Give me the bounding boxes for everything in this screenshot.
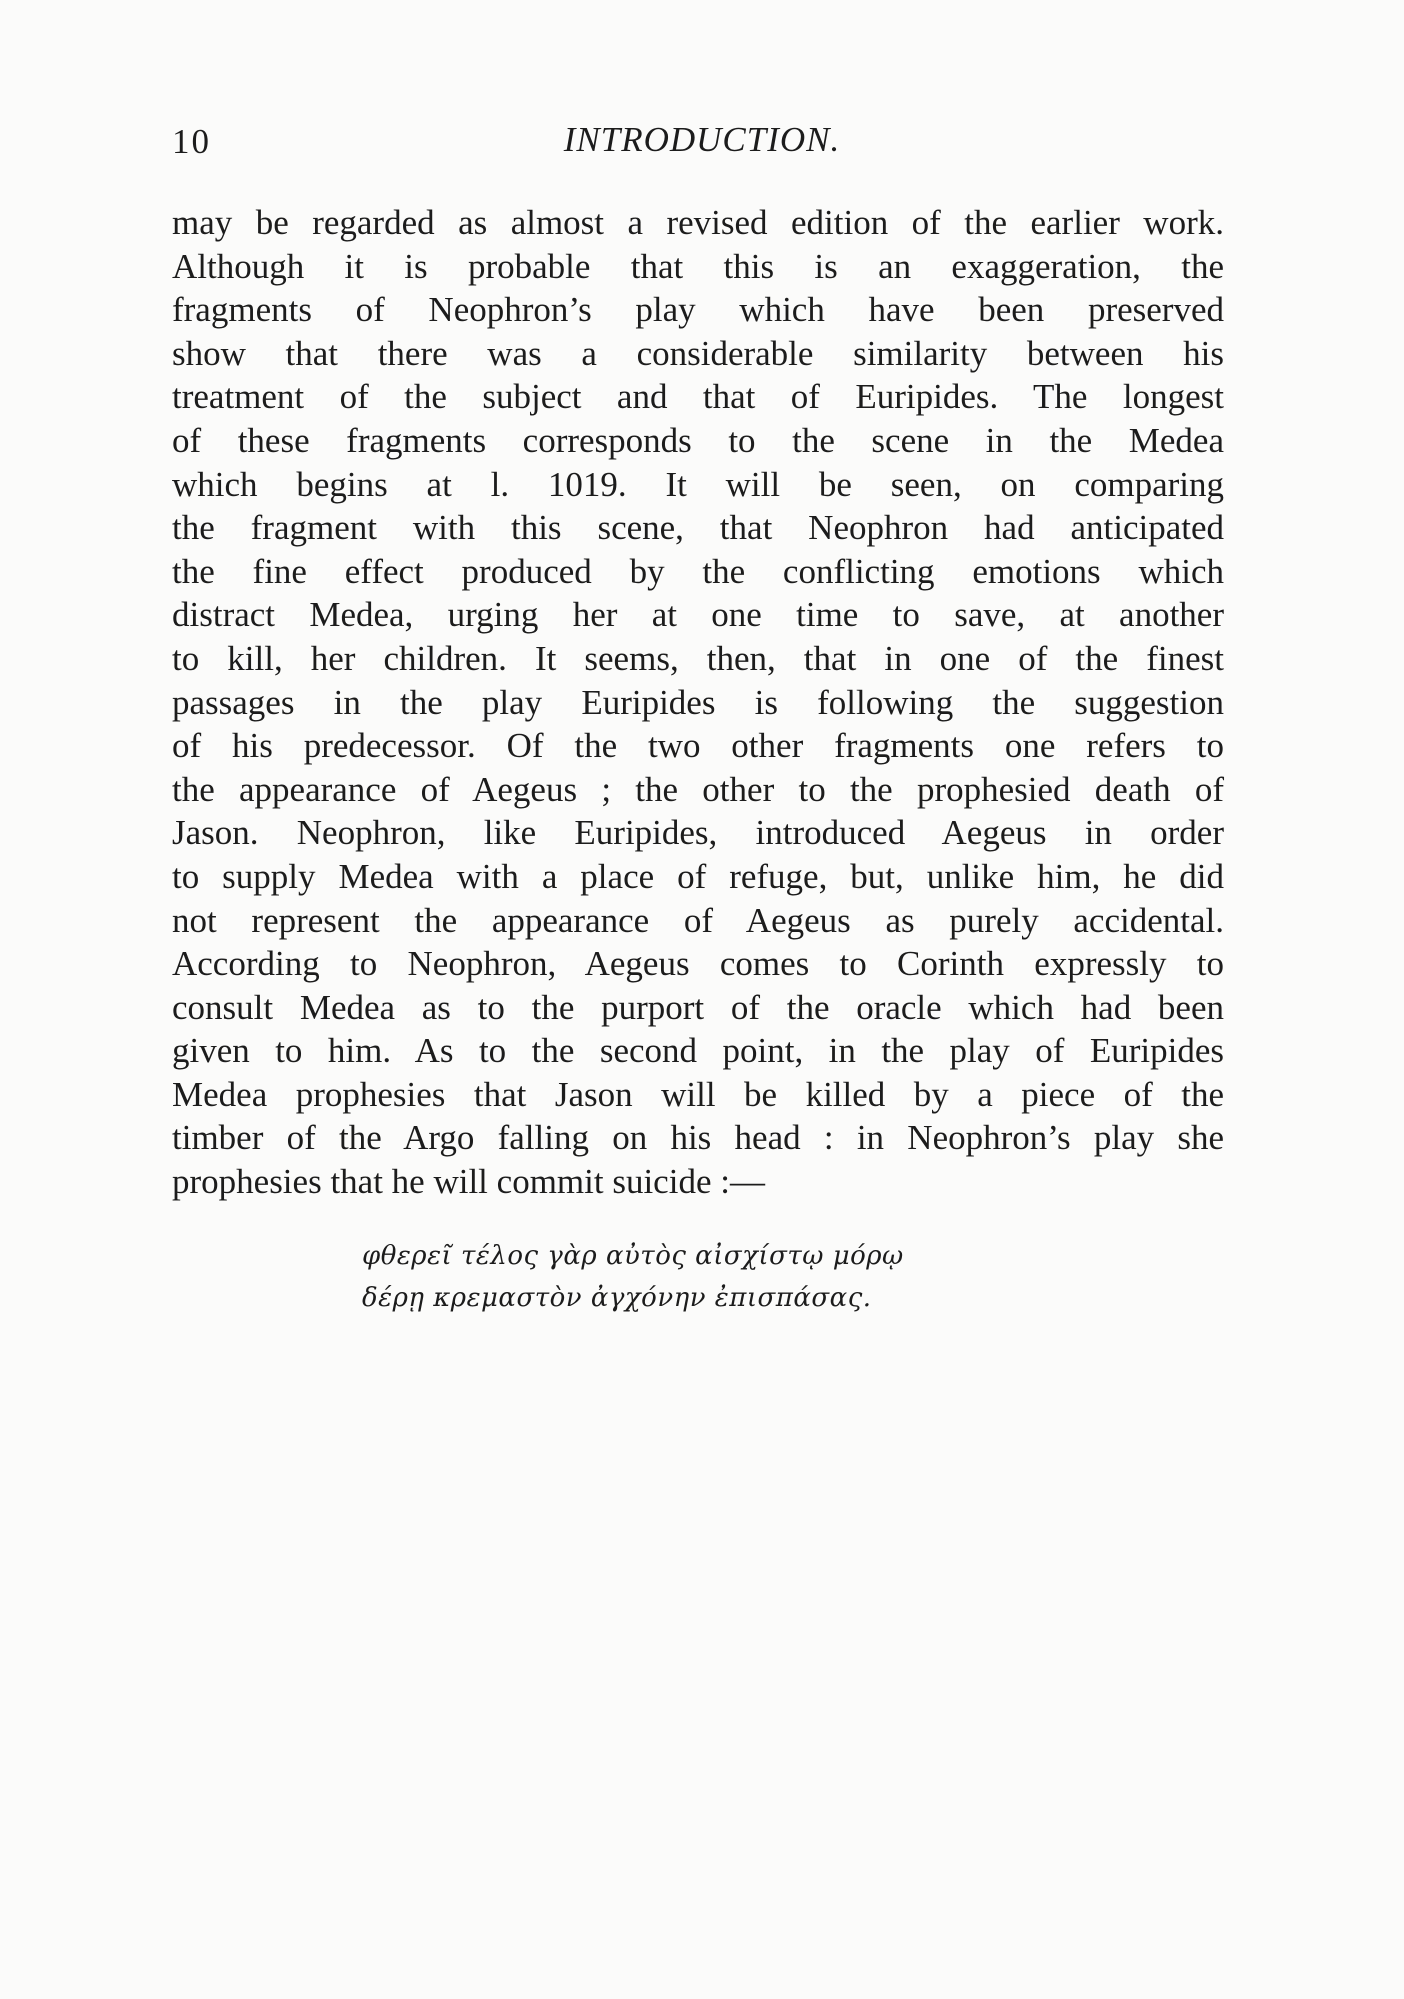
text-line: to kill, her children. It seems, then, that in one of the finest [172,638,1224,678]
text-line: not represent the appearance of Aegeus as purely accidental. [172,900,1224,940]
text-line: may be regarded as almost a revised edition of the earlier work. [172,203,1224,242]
text-line: distract Medea, urging her at one time to save, at another [172,595,1224,635]
greek-quotation [362,1235,904,1319]
text-line: the fragment with this scene, that Neophron had anticipated [172,508,1224,548]
text-line: of his predecessor. Of the two other fragments one refers to [172,726,1224,766]
text-line: According to Neophron, Aegeus comes to Corinth expressly to [172,944,1224,984]
body-paragraph [172,201,1224,1204]
text-line: passages in the play Euripides is following the suggestion [172,682,1224,722]
text-line: to supply Medea with a place of refuge, but, unlike him, he did [172,856,1224,896]
text-line: Jason. Neophron, like Euripides, introduced Aegeus in order [172,813,1224,853]
quote-line: φθερεῖ τέλος γὰρ αὐτὸς αἰσχίστῳ μόρῳ [362,1241,904,1271]
page-number: 10 [172,122,211,161]
text-line: of these fragments corresponds to the scene in the Medea [172,420,1224,460]
text-line: timber of the Argo falling on his head : in Neophron’s play she [172,1118,1224,1158]
text-line: prophesies that he will commit suicide :— [172,1162,765,1202]
text-line: show that there was a considerable similarity between his [172,333,1224,373]
text-line: treatment of the subject and that of Euripides. The longest [172,377,1224,417]
running-head: INTRODUCTION. [563,120,841,159]
text-line: the fine effect produced by the conflicting emotions which [172,551,1224,591]
text-line: given to him. As to the second point, in the play of Euripides [172,1031,1224,1071]
text-line: fragments of Neophron’s play which have been preserved [172,290,1224,330]
text-line: consult Medea as to the purport of the oracle which had been [172,987,1224,1027]
text-line: Medea prophesies that Jason will be killed by a piece of the [172,1074,1224,1114]
text-line: which begins at l. 1019. It will be seen, on comparing [172,464,1224,504]
text-line: the appearance of Aegeus ; the other to the prophesied death of [172,769,1224,809]
text-line: Although it is probable that this is an exaggeration, the [172,246,1224,286]
quote-line: δέρῃ κρεμαστὸν ἀγχόνην ἐπισπάσας. [362,1283,872,1313]
